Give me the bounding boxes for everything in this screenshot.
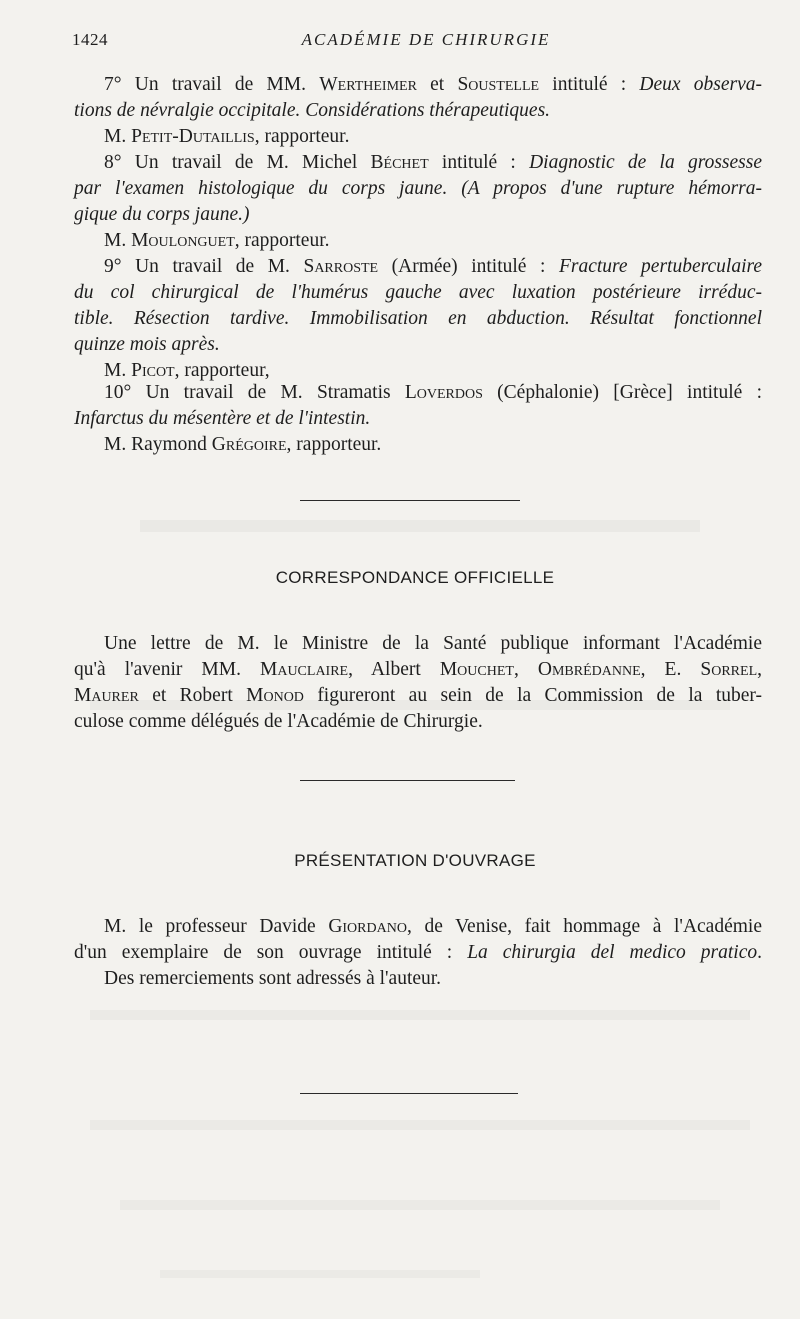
rapporteur-line: M. Moulonguet, rapporteur. <box>104 230 330 251</box>
work-item-7 <box>74 72 762 150</box>
work-7-line-2: tions de névralgie occipitale. Considérations thérapeutiques. <box>74 100 551 121</box>
rapporteur-line: M. Raymond Grégoire, rapporteur. <box>104 434 382 455</box>
work-title: Fracture pertuberculaire <box>558 256 763 277</box>
paragraph-line: d'un exemplaire de son ouvrage intitulé : La chirurgia del medico pratico. <box>74 942 762 963</box>
work-title: Deux observa- <box>639 74 762 95</box>
work-10-line-2: Infarctus du mésentère et de l'intestin. <box>74 408 371 429</box>
section-divider <box>300 780 515 781</box>
work-9-line-4: quinze mois après. <box>74 334 220 355</box>
rapporteur-line: M. Picot, rapporteur, <box>104 360 270 381</box>
work-7-line-1: 7° Un travail de MM. Wertheimer et Soustelle intitulé : Deux observa- <box>104 74 762 95</box>
section-heading-correspondance: CORRESPONDANCE OFFICIELLE <box>275 568 555 587</box>
work-8-line-2: par l'examen histologique du corps jaune. (A propos d'une rupture hémorra- <box>74 178 762 199</box>
work-9-line-3: tible. Résection tardive. Immobilisation en abduction. Résultat fonctionnel <box>74 308 762 329</box>
paragraph-line: qu'à l'avenir MM. Mauclaire, Albert Mouchet, Ombrédanne, E. Sorrel, <box>74 659 763 680</box>
page-number: 1424 <box>72 30 108 49</box>
work-8-line-3: gique du corps jaune.) <box>74 204 250 225</box>
rapporteur-line: M. Petit-Dutaillis, rapporteur. <box>104 126 350 147</box>
work-8-line-1: 8° Un travail de M. Michel Béchet intitulé : Diagnostic de la grossesse <box>104 152 762 173</box>
author-name: Sarroste <box>303 256 379 277</box>
work-9-line-1: 9° Un travail de M. Sarroste (Armée) intitulé : Fracture pertuberculaire <box>104 256 763 277</box>
page-header <box>72 30 760 54</box>
work-9-line-2: du col chirurgical de l'humérus gauche avec luxation postérieure irréduc- <box>74 282 762 303</box>
section-divider <box>300 1093 518 1094</box>
paragraph-line: Une lettre de M. le Ministre de la Santé publique informant l'Académie <box>104 633 762 654</box>
work-title: Diagnostic de la grossesse <box>529 152 762 173</box>
paragraph-line: M. le professeur Davide Giordano, de Venise, fait hommage à l'Académie <box>104 916 762 937</box>
work-title: La chirurgia del medico pratico <box>467 942 758 963</box>
work-10-line-1: 10° Un travail de M. Stramatis Loverdos (Céphalonie) [Grèce] intitulé : <box>104 382 762 403</box>
author-name: Béchet <box>370 152 429 173</box>
author-name: Loverdos <box>404 382 483 403</box>
paragraph-line: Des remerciements sont adressés à l'auteur. <box>104 968 442 989</box>
author-name: Soustelle <box>457 74 540 95</box>
paragraph-line: Maurer et Robert Monod figureront au sein de la Commission de la tuber- <box>74 685 762 706</box>
section-divider <box>300 500 520 501</box>
work-item-8 <box>74 150 762 254</box>
paragraph-line: culose comme délégués de l'Académie de Chirurgie. <box>74 711 483 732</box>
running-title: ACADÉMIE DE CHIRURGIE <box>301 30 551 49</box>
author-name: Wertheimer <box>319 74 417 95</box>
work-item-9 <box>74 254 762 384</box>
work-item-10 <box>74 380 762 458</box>
presentation-paragraph <box>74 914 762 992</box>
section-heading-presentation: PRÉSENTATION D'OUVRAGE <box>294 851 536 870</box>
